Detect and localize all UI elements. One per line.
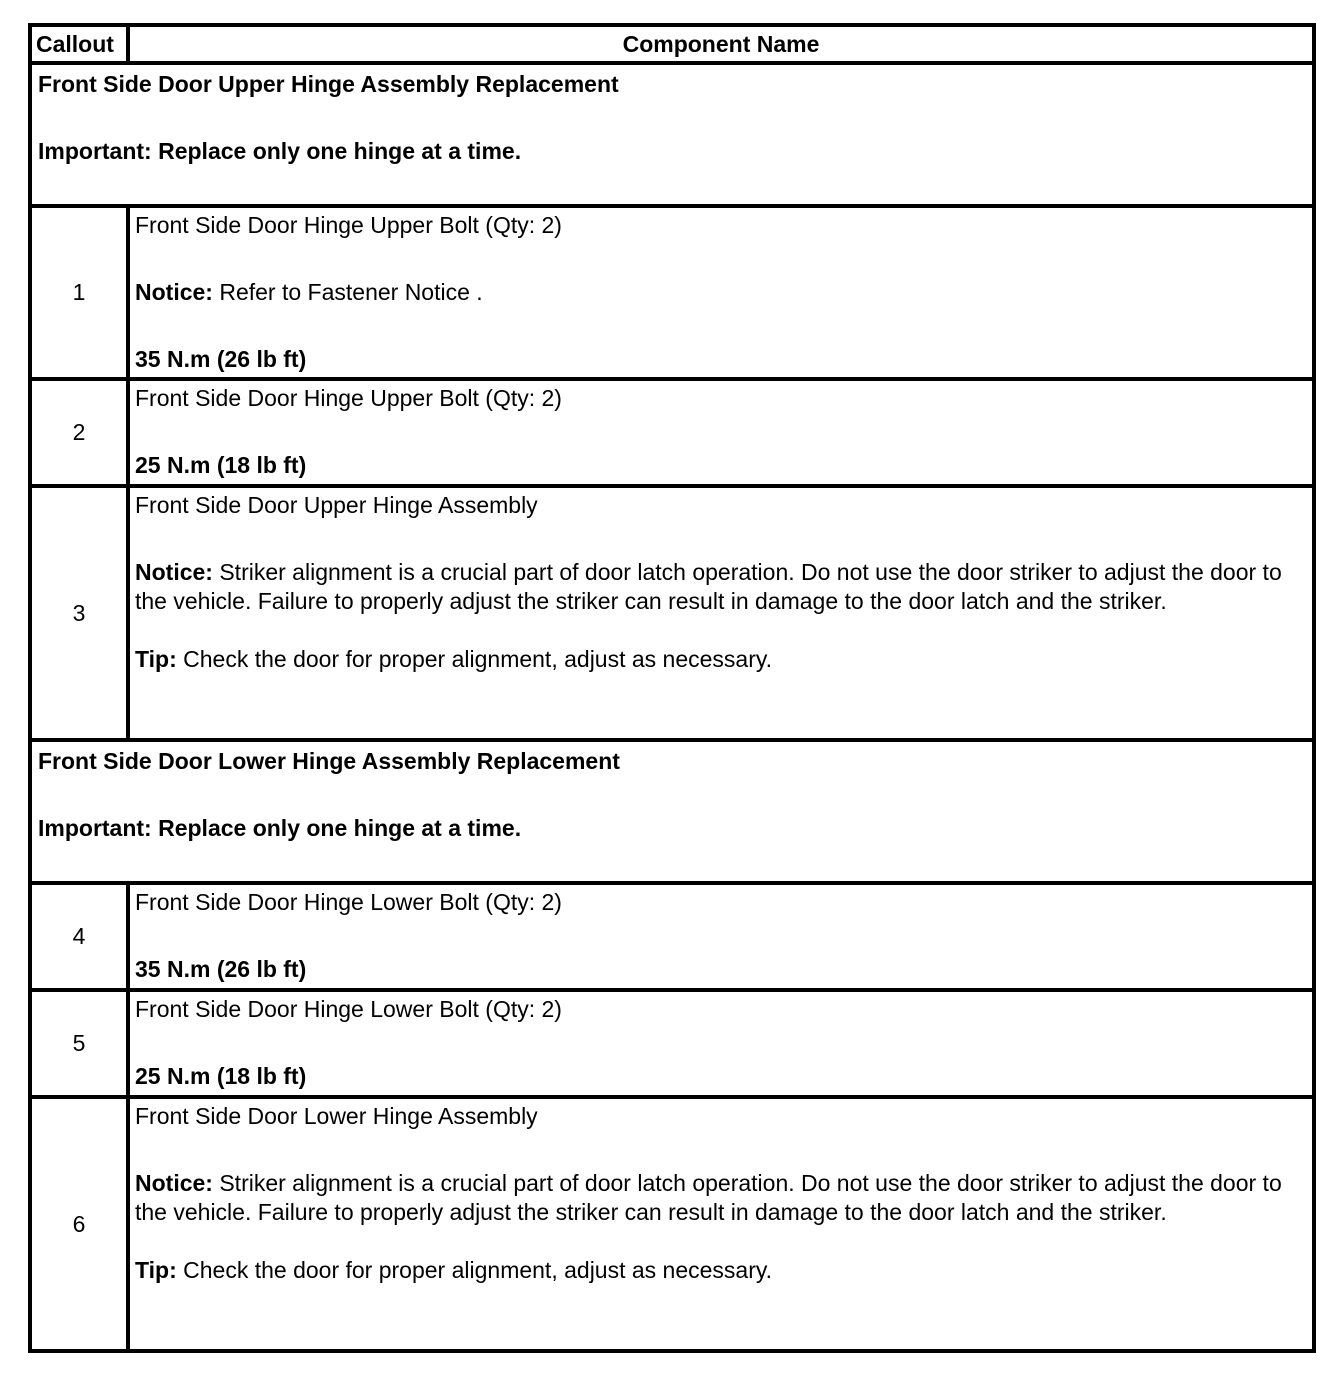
callout-column-header: Callout [30, 25, 128, 63]
tip-text: Check the door for proper alignment, adjust as necessary. [176, 646, 773, 672]
torque-spec: 25 N.m (18 lb ft) [135, 1063, 307, 1089]
component-name: Front Side Door Hinge Lower Bolt (Qty: 2) [135, 889, 562, 915]
tip-label: Tip: [135, 1257, 177, 1283]
torque-spec: 35 N.m (26 lb ft) [135, 956, 307, 982]
component-name-column-header: Component Name [128, 25, 1314, 63]
important-note: Important: Replace only one hinge at a time. [38, 815, 522, 841]
tip-line [135, 1256, 1308, 1285]
callout-number: 6 [30, 1097, 128, 1351]
notice-label: Notice: [135, 559, 213, 585]
torque-spec: 35 N.m (26 lb ft) [135, 346, 307, 372]
tip-text: Check the door for proper alignment, adjust as necessary. [176, 1257, 773, 1283]
hinge-callout-table [28, 23, 1316, 1353]
component-name: Front Side Door Hinge Upper Bolt (Qty: 2) [135, 212, 562, 238]
section-header-lower [30, 740, 1314, 883]
component-cell [128, 486, 1314, 740]
component-name: Front Side Door Hinge Lower Bolt (Qty: 2) [135, 996, 562, 1022]
table-row [30, 990, 1314, 1097]
table-row [30, 379, 1314, 486]
component-cell [128, 206, 1314, 379]
callout-number: 5 [30, 990, 128, 1097]
notice-label: Notice: [135, 1170, 213, 1196]
notice-text: Striker alignment is a crucial part of door latch operation. Do not use the door striker to adjust the door to the vehicle. Failure to properly adjust the striker can result in damage to the door latch and the striker. [135, 1170, 1282, 1225]
callout-number: 1 [30, 206, 128, 379]
component-name: Front Side Door Upper Hinge Assembly [135, 492, 538, 518]
component-cell [128, 379, 1314, 486]
table-row [30, 206, 1314, 379]
notice-label: Notice: [135, 279, 213, 305]
table-row [30, 1097, 1314, 1351]
component-cell [128, 1097, 1314, 1351]
torque-spec: 25 N.m (18 lb ft) [135, 452, 307, 478]
callout-number: 3 [30, 486, 128, 740]
notice-line [135, 558, 1308, 616]
table-row [30, 883, 1314, 990]
component-name: Front Side Door Hinge Upper Bolt (Qty: 2) [135, 385, 562, 411]
notice-line [135, 1169, 1308, 1227]
tip-label: Tip: [135, 646, 177, 672]
component-cell [128, 990, 1314, 1097]
notice-text: Striker alignment is a crucial part of door latch operation. Do not use the door striker to adjust the door to the vehicle. Failure to properly adjust the striker can result in damage to the door latch and the striker. [135, 559, 1282, 614]
callout-number: 2 [30, 379, 128, 486]
section-title: Front Side Door Upper Hinge Assembly Replacement [38, 71, 619, 97]
important-note: Important: Replace only one hinge at a time. [38, 138, 522, 164]
section-title: Front Side Door Lower Hinge Assembly Replacement [38, 748, 620, 774]
notice-text: Refer to Fastener Notice . [212, 279, 483, 305]
section-header-upper [30, 63, 1314, 206]
section-row-upper [30, 63, 1314, 206]
component-name: Front Side Door Lower Hinge Assembly [135, 1103, 538, 1129]
component-cell [128, 883, 1314, 990]
notice-line [135, 278, 1308, 307]
section-row-lower [30, 740, 1314, 883]
tip-line [135, 645, 1308, 674]
callout-number: 4 [30, 883, 128, 990]
table-row [30, 486, 1314, 740]
header-row [30, 25, 1314, 63]
